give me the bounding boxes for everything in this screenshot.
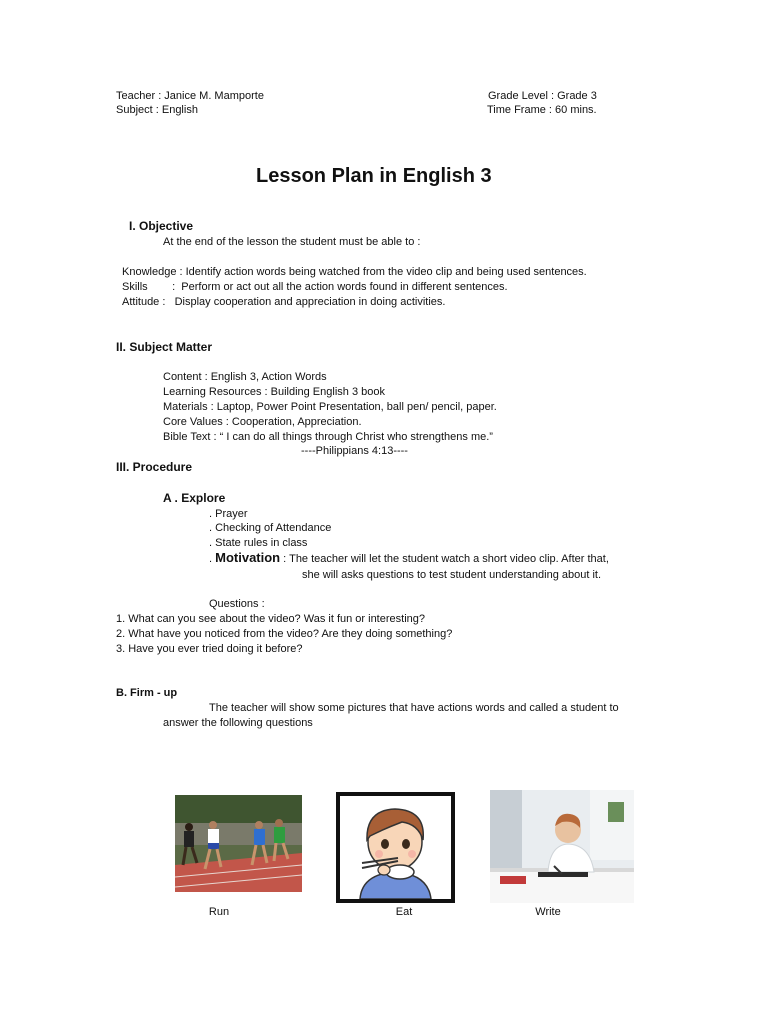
bible-verse-reference: ----Philippians 4:13----	[301, 445, 408, 457]
motivation-prefix: .	[209, 553, 216, 565]
firm-up-text-continued: answer the following questions	[163, 717, 313, 729]
explore-step-rules: . State rules in class	[209, 537, 308, 549]
boy-writing-photo	[490, 790, 634, 903]
boy-eating-icon	[340, 796, 451, 899]
question-3: 3. Have you ever tried doing it before?	[116, 643, 303, 655]
picture-caption-write: Write	[535, 906, 561, 918]
subject-matter-content: Content : English 3, Action Words	[163, 371, 327, 383]
motivation-label: Motivation	[215, 550, 281, 565]
question-1: 1. What can you see about the video? Was it fun or interesting?	[116, 613, 425, 625]
teacher-line: Teacher : Janice M. Mamporte	[116, 90, 264, 102]
running-athletes-icon	[175, 795, 302, 892]
motivation-line	[209, 551, 609, 566]
subject-matter-resources: Learning Resources : Building English 3 book	[163, 386, 385, 398]
picture-caption-run: Run	[208, 906, 230, 918]
procedure-heading: III. Procedure	[116, 460, 193, 474]
subject-matter-bible-text: Bible Text : “ I can do all things through Christ who strengthens me.”	[163, 431, 493, 443]
explore-step-attendance: . Checking of Attendance	[209, 522, 332, 534]
objective-knowledge: Knowledge : Identify action words being watched from the video clip and being used sentences.	[122, 266, 587, 278]
boy-eating-cartoon	[336, 792, 455, 903]
firm-up-text: The teacher will show some pictures that have actions words and called a student to	[209, 702, 619, 714]
subject-matter-values: Core Values : Cooperation, Appreciation.	[163, 416, 362, 428]
objective-intro: At the end of the lesson the student must be able to :	[163, 236, 421, 248]
picture-caption-eat: Eat	[395, 906, 413, 918]
explore-heading: A . Explore	[163, 491, 226, 505]
boy-writing-icon	[490, 790, 634, 903]
grade-level-line: Grade Level : Grade 3	[488, 90, 597, 102]
motivation-text: : The teacher will let the student watch a short video clip. After that,	[280, 553, 609, 565]
explore-step-prayer: . Prayer	[209, 508, 248, 520]
subject-matter-heading: II. Subject Matter	[116, 340, 213, 354]
motivation-text-continued: she will asks questions to test student understanding about it.	[302, 569, 602, 581]
objective-skills: Skills : Perform or act out all the action words found in different sentences.	[122, 281, 508, 293]
subject-line: Subject : English	[116, 104, 198, 116]
time-frame-line: Time Frame : 60 mins.	[487, 104, 597, 116]
question-2: 2. What have you noticed from the video? Are they doing something?	[116, 628, 453, 640]
running-athletes-photo	[175, 795, 302, 892]
questions-label: Questions :	[209, 598, 265, 610]
page-title: Lesson Plan in English 3	[256, 165, 492, 187]
subject-matter-materials: Materials : Laptop, Power Point Presentation, ball pen/ pencil, paper.	[163, 401, 497, 413]
firm-up-heading: B. Firm - up	[116, 687, 178, 699]
objective-attitude: Attitude : Display cooperation and appreciation in doing activities.	[122, 296, 446, 308]
objective-heading: I. Objective	[129, 219, 194, 233]
